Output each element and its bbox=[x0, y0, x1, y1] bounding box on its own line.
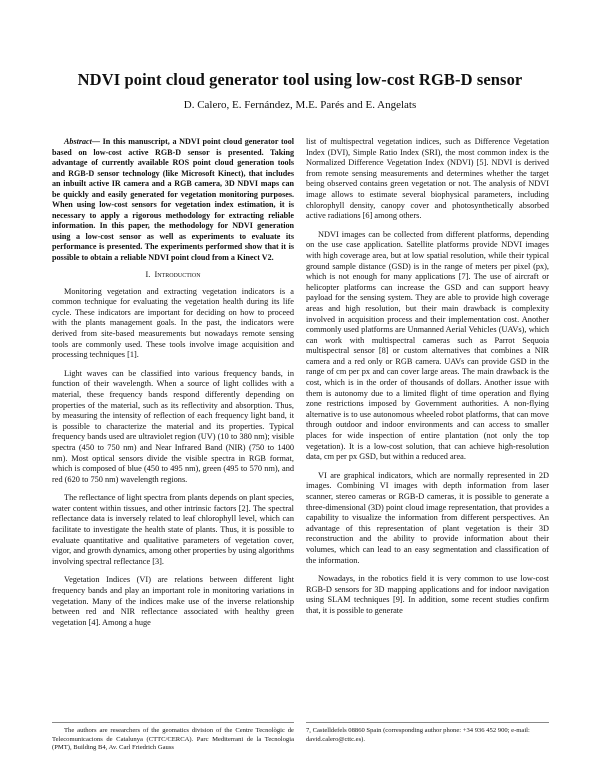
section-number: I. bbox=[145, 270, 151, 279]
right-column bbox=[306, 137, 549, 625]
paragraph: Vegetation Indices (VI) are relations between different light frequency bands and play an important role in monitoring variations in vegetation. Many of the indices make use of the inverse relationship between red and NIR reflectance associated with healthy green vegetation [4]. Among a huge bbox=[52, 575, 294, 627]
footnote-text: 7, Castelldefels 08860 Spain (corresponding author phone: +34 936 452 900; e-mail: david.calero@cttc.es). bbox=[306, 727, 530, 743]
footnote-left bbox=[52, 727, 294, 753]
section-title: Introduction bbox=[154, 270, 201, 279]
abstract-lead: Abstract bbox=[64, 137, 92, 146]
paragraph: The reflectance of light spectra from plants depends on plant species, water content within tissues, and other intrinsic factors [2]. The spectral reflectance data is inversely related to leaf chlorophyll level, which can facilitate to investigate the health state of plants. Thus, it is possible to evaluate quantitative and qualitative parameters of vegetation cover, vigor, and growth dynamics, among other properties by using algorithms involving spectral reflectance [3]. bbox=[52, 493, 294, 566]
paragraph: NDVI images can be collected from different platforms, depending on the use case application. Satellite platforms provide NDVI images with high coverage area, but at low spatial resolution, while their typical ground sample distance (GSD) is in the range of meters per pixel (px), which is not enough for many applications [7]. The use of aircraft or helicopter platforms can increase the GSD and can support heavy payload for the sensing system. They are able to provide high coverage areas and high resolution, but their main drawback is complexity involved in acquisition process and their implementation cost. Another commonly used platforms are Unmanned Aerial Vehicles (UAVs), which can work with multispectral cameras such as Parrot Sequoia multispectral sensor [8] or custom alternatives that combines a NIR camera and a red only or RGB camera. UAVs can provide GSD in the range of cm per px and can cover large areas. The main drawback is the cost, which is in the order of thousands of dollars. Another issue with them is autonomy due to a limited flight of time operation and flying zone restrictions imposed by Government authorities. A non-flying alternative is to use autonomous wheeled robot platforms, that can move through outdoor and indoor environments and can access to smaller places for wide inspection of entire plantation (not only the top vegetation). It is a low-cost solution, that can achieve high-resolution data, cm per px GSD, but within a reduced area. bbox=[306, 229, 549, 462]
footnote-divider bbox=[306, 722, 549, 723]
footnote-right bbox=[306, 727, 549, 744]
footnote-text: The authors are researchers of the geomatics division of the Centre Tecnològic de Telecomunicacions de Catalunya (CTTC/CERCA). Parc Mediterrani de la Tecnologia (PMT), Building B4, Av. Carl Friedrich Gauss bbox=[52, 727, 294, 752]
footnote-divider bbox=[52, 722, 294, 723]
paragraph: Light waves can be classified into various frequency bands, in function of their wavelength. When a source of light collides with a material, these frequency bands respond differently depending on properties of the material, such as its reflectivity and absorption. Thus, by measuring the intensity of reflection of each frequency light band, it is possible to characterize the material and its properties. Typical frequency bands used are ultraviolet region (UV) (10 to 380 nm); visible spectra (450 to 750 nm) and Near Infrared Band (NIR) (750 to 1400 nm). Most optical sensors divide the visible spectra in RGB format, which is composed of blue (450 to 495 nm), green (495 to 570 nm), and red (620 to 750 nm) wavelength regions. bbox=[52, 368, 294, 484]
abstract-body: — In this manuscript, a NDVI point cloud generator tool based on low-cost active RGB-D sensor is presented. Taking advantage of currently available ROS point cloud generation tools and RGB-D sensor technology (like Microsoft Kinect), that includes an inbuilt active IR camera and a RGB camera, 3D NDVI maps can be quickly and easily generated for vegetation monitoring purposes. When using low-cost sensors for vegetation index estimation, it is necessary to apply a rigorous methodology for extracting reliable information. In this paper, the methodology for NDVI generation using a low-cost sensor as well as experiments to evaluate its performance is presented. The experiments performed show that it is possible to obtain a reliable NDVI point cloud from a Kinect V2. bbox=[52, 137, 294, 262]
paper-title: NDVI point cloud generator tool using low-cost RGB-D sensor bbox=[77, 70, 523, 89]
section-heading bbox=[52, 270, 294, 281]
paper-authors: D. Calero, E. Fernández, M.E. Parés and E. Angelats bbox=[183, 99, 417, 111]
paragraph: VI are graphical indicators, which are normally represented in 2D images. Combining VI images with depth information from laser scanner, stereo cameras or RGB-D cameras, it is possible to generate a three-dimensional (3D) point cloud image representation, that provides a capability to visualize the information from different perspectives. An advantage of this representation of plant vegetation is their 3D reconstruction and the ability to provide information about their volumes, which can lead to an easy segmentation and classification of the information. bbox=[306, 470, 549, 565]
abstract bbox=[52, 137, 294, 263]
paragraph: Nowadays, in the robotics field it is very common to use low-cost RGB-D sensors for 3D mapping applications and for indoor navigation using SLAM techniques [9]. In addition, some recent studies confirm that, it is possible to generate bbox=[306, 574, 549, 615]
paragraph: Monitoring vegetation and extracting vegetation indicators is a common technique for evaluating the vegetation health during its life cycle. These indicators are important for deciding on how to proceed with the plants management goals. In the past, the indicators were derived from site-based measurements but nowadays remote sensing tools are commonly used. These tools involve image acquisition and processing techniques [1]. bbox=[52, 286, 294, 360]
paragraph: list of multispectral vegetation indices, such as Difference Vegetation Index (DVI), Simple Ratio Index (SRI), the most common index is the Normalized Difference Vegetation Index (NDVI) [5]. NDVI is derived from remote sensing measurements and determines whether the target being observed contains green vegetation or not. The analysis of NDVI image allows to estimate several biophysical parameters, including chlorophyll density, canopy cover and photosynthetically absorbed active radiations [6] among others. bbox=[306, 137, 549, 221]
left-column bbox=[52, 137, 294, 636]
